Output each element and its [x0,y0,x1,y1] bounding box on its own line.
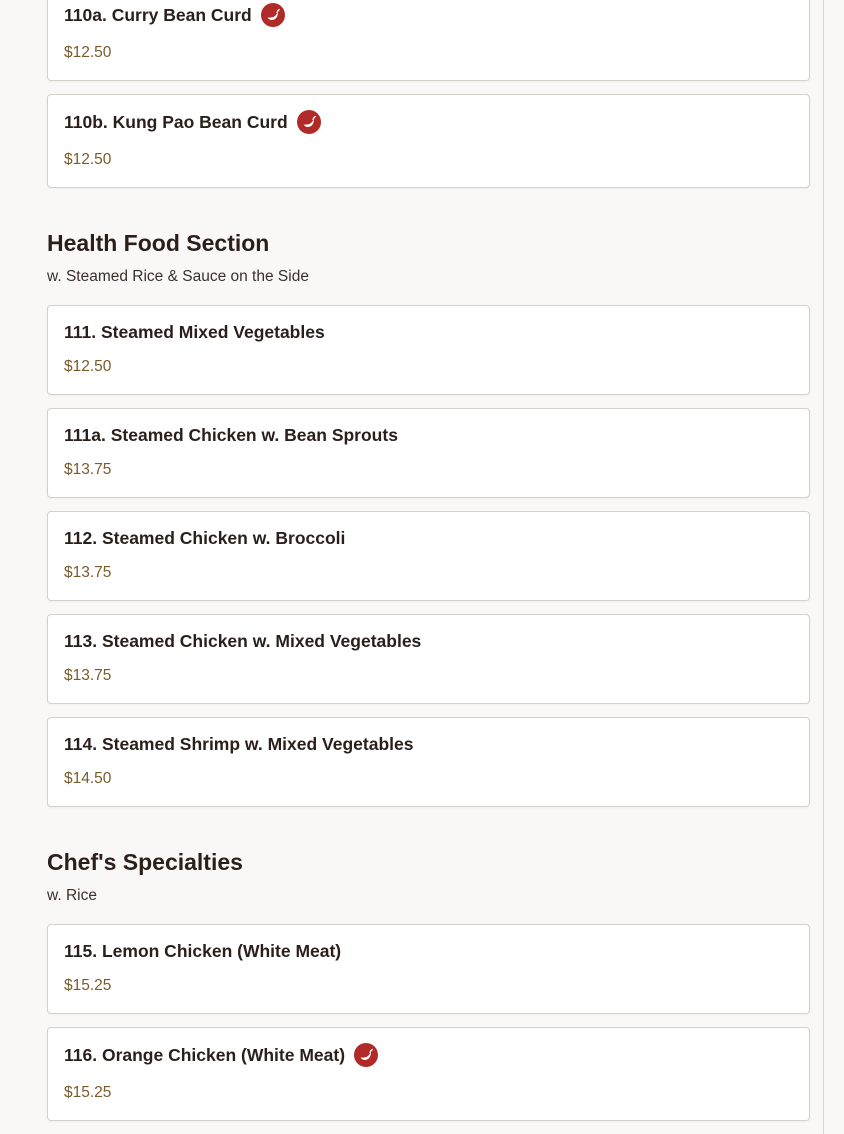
chili-pepper-icon [297,110,321,134]
menu-item-card[interactable] [47,614,810,704]
menu-item-name: 110a. Curry Bean Curd [64,5,252,25]
menu-item-name: 115. Lemon Chicken (White Meat) [64,941,342,961]
menu-item-price: $12.50 [64,358,112,375]
menu-item-card[interactable] [47,924,810,1014]
menu-item-price: $14.50 [64,770,112,787]
menu-item-name: 112. Steamed Chicken w. Broccoli [64,528,346,548]
menu-item-card[interactable] [47,408,810,498]
menu-item-price: $12.50 [64,44,112,61]
menu-item-card[interactable] [47,717,810,807]
menu-item-card[interactable] [47,305,810,395]
menu-item-price: $13.75 [64,667,112,684]
menu-item-card[interactable] [47,94,810,188]
section-subtitle: w. Steamed Rice & Sauce on the Side [47,268,309,285]
chili-pepper-icon [354,1043,378,1067]
section-title: Health Food Section [47,230,270,256]
menu-item-price: $13.75 [64,564,112,581]
section-title: Chef's Specialties [47,849,243,875]
menu-item-name: 116. Orange Chicken (White Meat) [64,1045,346,1065]
section-subtitle: w. Rice [47,887,97,904]
menu-item-card[interactable] [47,511,810,601]
menu-item-name: 111a. Steamed Chicken w. Bean Sprouts [64,425,398,445]
menu-item-name: 114. Steamed Shrimp w. Mixed Vegetables [64,734,414,754]
menu-item-name: 110b. Kung Pao Bean Curd [64,112,288,132]
menu-item-price: $15.25 [64,977,112,994]
menu-item-price: $13.75 [64,461,112,478]
menu-item-price: $15.25 [64,1084,112,1101]
menu-item-name: 111. Steamed Mixed Vegetables [64,322,325,342]
menu-item-price: $12.50 [64,151,112,168]
menu-item-card[interactable] [47,0,810,81]
menu-item-name: 113. Steamed Chicken w. Mixed Vegetables [64,631,422,651]
chili-pepper-icon [261,3,285,27]
menu-item-card[interactable] [47,1027,810,1121]
